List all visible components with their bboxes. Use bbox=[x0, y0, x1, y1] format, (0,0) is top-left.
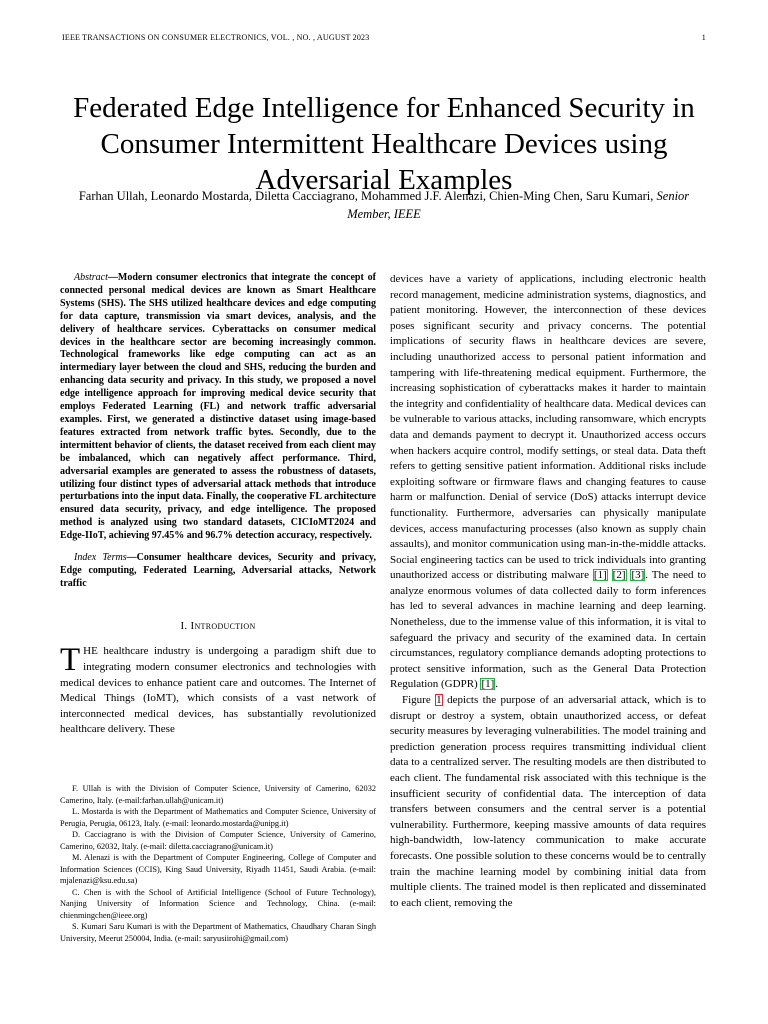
footnote: L. Mostarda is with the Department of Mathematics and Computer Science, University of Perugia, Perugia, 06123, Italy. (e-mail: leonardo.mostarda@unipg.it) bbox=[60, 807, 376, 828]
drop-cap: T bbox=[60, 642, 81, 679]
abstract-lead: Abstract bbox=[74, 272, 108, 283]
footnote: M. Alenazi is with the Department of Computer Engineering, College of Computer and Information Sciences (CCIS), King Saud University, Riyadh 11451, Saudi Arabia. (e-mail: mjalenazi@ksu.edu.sa) bbox=[60, 853, 376, 885]
index-terms-text: —Consumer healthcare devices, Security and privacy, Edge computing, Federated Learning, Adversarial attacks, Network traffic bbox=[60, 552, 377, 589]
body-text: depicts the purpose of an adversarial attack, which is to disrupt or destroy a system, obtain unauthorized access, or defeat security measures by leveraging vulnerabilities. The model training and prediction generation process requires transmitting individual client data to a centralized server. The resulting models are then distributed to each client. The fundamental risk associated with this technique is the insufficient security of confidential data. The interception of data transfers between consumers and the central server is a potential vulnerability. Furthermore, keeping massive amounts of data requires high-bandwidth, low-latency communication to make accurate forecasts. One possible solution to these concerns would be to centrally train the machine learning model by combining initial data from multiple clients. The trained model is then replicated and disseminated to each client, removing the bbox=[390, 694, 706, 909]
author-list bbox=[70, 187, 698, 223]
intro-caps: HE bbox=[83, 645, 98, 658]
paper-title: Federated Edge Intelligence for Enhanced Security in Consumer Intermittent Healthcare Devices using Adversarial Examples bbox=[73, 92, 695, 197]
section-heading bbox=[60, 619, 376, 635]
citation-link[interactable]: [2] bbox=[612, 569, 626, 582]
index-terms bbox=[60, 552, 376, 591]
body-text: . bbox=[495, 678, 499, 691]
footnote: C. Chen is with the School of Artificial Intelligence (School of Future Technology), Nanjing University of Information Science and Technology, China. (e-mail: chienmingchen@ieee.org) bbox=[60, 887, 376, 920]
body-text: devices have a variety of applications, including electronic health record management, medicine administration systems, diagnostics, and patient monitoring. However, the interconnection of these devices poses significant security and privacy concerns. The potential implications of security flaws in healthcare devices are severe, including unauthorized access to personal patient information and tampering with life-threatening medical equipment. Furthermore, the increasing sophistication of cyberattacks makes it harder to maintain the integrity and confidentiality of healthcare data. Medical devices can be vulnerable to various attacks, including ransomware, which encrypts data and demands payment to decrypt it. Unauthorized access occurs when hackers acquire control, modify settings, or steal data. Data theft refers to getting sensitive patient information. Additional risks include exploiting software or firmware flaws and changing features to cause harm or malfunction. Denial of service (DoS) attacks interrupt device functionality. Furthermore, adversaries can physically manipulate devices, access manufacturing processes (also known as supply chain assaults), and monitor communication using man-in-the-middle attacks. Social engineering tactics can be used to trick individuals into granting unauthorized access or distributing malware bbox=[390, 273, 706, 582]
body-paragraph bbox=[390, 693, 706, 911]
intro-paragraph bbox=[60, 644, 376, 738]
body-text: Figure bbox=[402, 694, 436, 707]
citation-link[interactable]: [3] bbox=[631, 569, 645, 582]
abstract bbox=[60, 272, 376, 543]
section-number: I. bbox=[180, 619, 188, 632]
footnote: S. Kumari Saru Kumari is with the Department of Mathematics, Chaudhary Charan Singh University, Meerut 250004, India. (e-mail: saryusiirohi@gmail.com) bbox=[60, 922, 376, 943]
page-number: 1 bbox=[701, 33, 706, 42]
index-terms-lead: Index Terms bbox=[74, 552, 127, 564]
citation-link[interactable]: [1] bbox=[593, 569, 607, 582]
section-title: Introduction bbox=[190, 619, 256, 632]
running-head bbox=[62, 33, 706, 42]
left-column bbox=[60, 272, 376, 738]
body-paragraph bbox=[390, 272, 706, 693]
figure-link[interactable]: 1 bbox=[436, 694, 442, 707]
author-names: Farhan Ullah, Leonardo Mostarda, Diletta Cacciagrano, Mohammed J.F. Alenazi, Chien-Ming Chen, Saru Kumari, bbox=[78, 189, 654, 203]
author-membership: Senior Member, IEEE bbox=[347, 189, 690, 221]
footnote: F. Ullah is with the Division of Computer Science, University of Camerino, 62032 Camerino, Italy. (e-mail:farhan.ullah@unicam.it) bbox=[60, 784, 376, 805]
affiliation-footnotes bbox=[60, 783, 376, 944]
intro-text: healthcare industry is undergoing a paradigm shift due to integrating modern consumer electronics and technologies with medical devices to enhance patient care and outcomes. The Internet of Medical Things (IoMT), which consists of a vast network of interconnected medical devices, has substantially revolutionized healthcare delivery. These bbox=[60, 645, 376, 736]
right-column bbox=[390, 272, 706, 911]
citation-link[interactable]: [1] bbox=[481, 678, 495, 691]
footnote: D. Cacciagrano is with the Division of Computer Science, University of Camerino, Camerino, 62032, Italy. (e-mail: diletta.cacciagrano@unicam.it) bbox=[60, 830, 376, 851]
journal-name: IEEE TRANSACTIONS ON CONSUMER ELECTRONICS, VOL. , NO. , AUGUST 2023 bbox=[62, 33, 370, 42]
abstract-text: —Modern consumer electronics that integrate the concept of connected personal medical devices are known as Smart Healthcare Systems (SHS). The SHS utilized healthcare devices and edge computing for data capture, transmission via smart devices, analysis, and the delivery of healthcare services. Cyberattacks on consumer medical devices in the healthcare sector are becoming increasingly common. Technological frameworks like edge computing can act as an intermediary layer between the cloud and SHS, reducing the burden and enhancing data security and privacy. In this study, we proposed a novel edge intelligence approach for improving medical device security that employs Federated Learning (FL) and network traffic adversarial examples. First, we generated a distinctive dataset using image-based features extracted from network traffic bytes. Secondly, due to the intermittent behavior of clients, the dataset received from each client may be imbalanced, which can negatively affect performance. Third, adversarial examples are generated to assess the robustness of datasets, utilizing four distinct types of adversarial attack methods that introduce perturbations into the input data. Finally, the cooperative FL architecture ensured data security, privacy, and edge intelligence. The proposed method is analyzed using two standard datasets, CICIoMT2024 and Edge-IIoT, achieving 97.45% and 96.7% detection accuracy, respectively. bbox=[60, 272, 376, 542]
body-text: . The need to analyze enormous volumes of data collected daily to form inferences has led to several advances in machine learning and deep learning. Nonetheless, due to the immense value of this information, it is vital to safeguard the privacy and security of the examined data. In certain circumstances, regulatory compliance demands adopting protections to protect sensitive information, such as the General Data Protection Regulation (GDPR) bbox=[390, 569, 707, 691]
